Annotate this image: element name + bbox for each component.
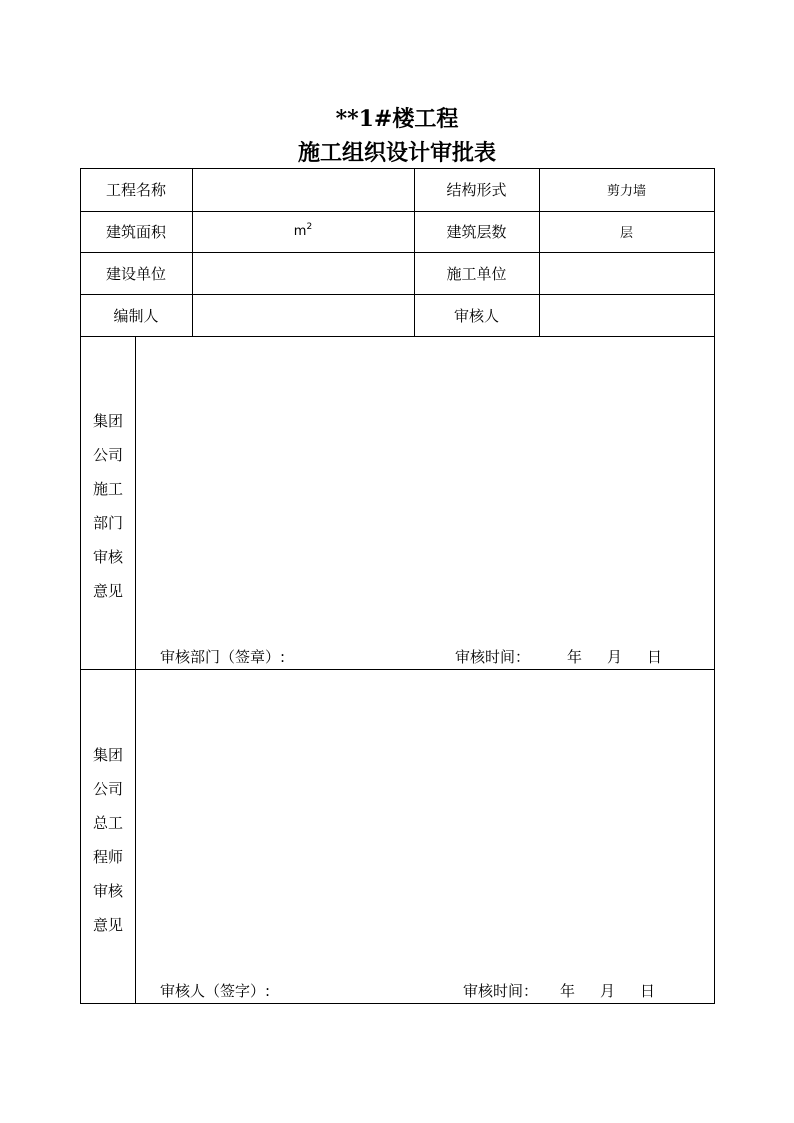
- section2-label-line: 总工: [92, 814, 123, 832]
- label-building-area: 建筑面积: [105, 223, 166, 241]
- table-border-right: [714, 168, 715, 1004]
- section1-month: 月: [607, 648, 623, 666]
- section1-label-line: 集团: [92, 412, 123, 430]
- section2-label-line: 审核: [92, 882, 123, 900]
- section1-opinion-area[interactable]: [136, 337, 714, 637]
- label-reviewer: 审核人: [453, 306, 499, 325]
- value-construction-unit[interactable]: [539, 252, 714, 294]
- section1-signer-label: 审核部门（签章）:: [160, 648, 286, 666]
- section1-day: 日: [647, 648, 663, 666]
- area-unit: m: [293, 224, 307, 239]
- section1-label-line: 意见: [92, 582, 123, 600]
- value-building-area[interactable]: [192, 211, 414, 252]
- section1-label-line: 施工: [92, 480, 123, 498]
- value-structure-type[interactable]: 剪力墙: [606, 184, 646, 199]
- value-project-name[interactable]: [192, 168, 414, 211]
- section1-label-line: 公司: [92, 446, 123, 464]
- section2-month: 月: [600, 982, 616, 1000]
- section2-signer-label: 审核人（签字）:: [160, 982, 271, 1000]
- section2-label-line: 集团: [92, 746, 123, 764]
- value-owner-unit[interactable]: [192, 252, 414, 294]
- label-compiler: 编制人: [113, 306, 159, 325]
- section2-label-line: 程师: [92, 848, 123, 866]
- value-compiler[interactable]: [192, 294, 414, 336]
- section2-opinion-area[interactable]: [136, 670, 714, 970]
- section2-label: [80, 738, 136, 942]
- section1-label-line: 部门: [92, 514, 123, 532]
- section2-label-line: 意见: [92, 916, 123, 934]
- form-title: 施工组织设计审批表: [297, 140, 496, 166]
- label-structure-type: 结构形式: [446, 181, 507, 199]
- label-floor-count: 建筑层数: [446, 223, 507, 241]
- area-unit-superscript: 2: [306, 221, 313, 232]
- section2-label-line: 公司: [92, 780, 123, 798]
- section1-label-line: 审核: [92, 548, 123, 566]
- section1-year: 年: [567, 648, 583, 666]
- value-reviewer[interactable]: [539, 294, 714, 336]
- document-title: **1#楼工程: [335, 106, 459, 132]
- section2-year: 年: [560, 982, 576, 1000]
- label-owner-unit: 建设单位: [105, 264, 166, 283]
- value-floor-count[interactable]: 层: [619, 226, 633, 241]
- label-project-name: 工程名称: [105, 181, 166, 199]
- section2-time-label: 审核时间：: [463, 982, 539, 1000]
- label-construction-unit: 施工单位: [446, 264, 507, 283]
- section1-time-label: 审核时间：: [455, 648, 531, 666]
- table-border-bottom: [80, 1003, 715, 1004]
- section2-day: 日: [640, 982, 656, 1000]
- section1-label: [80, 404, 136, 608]
